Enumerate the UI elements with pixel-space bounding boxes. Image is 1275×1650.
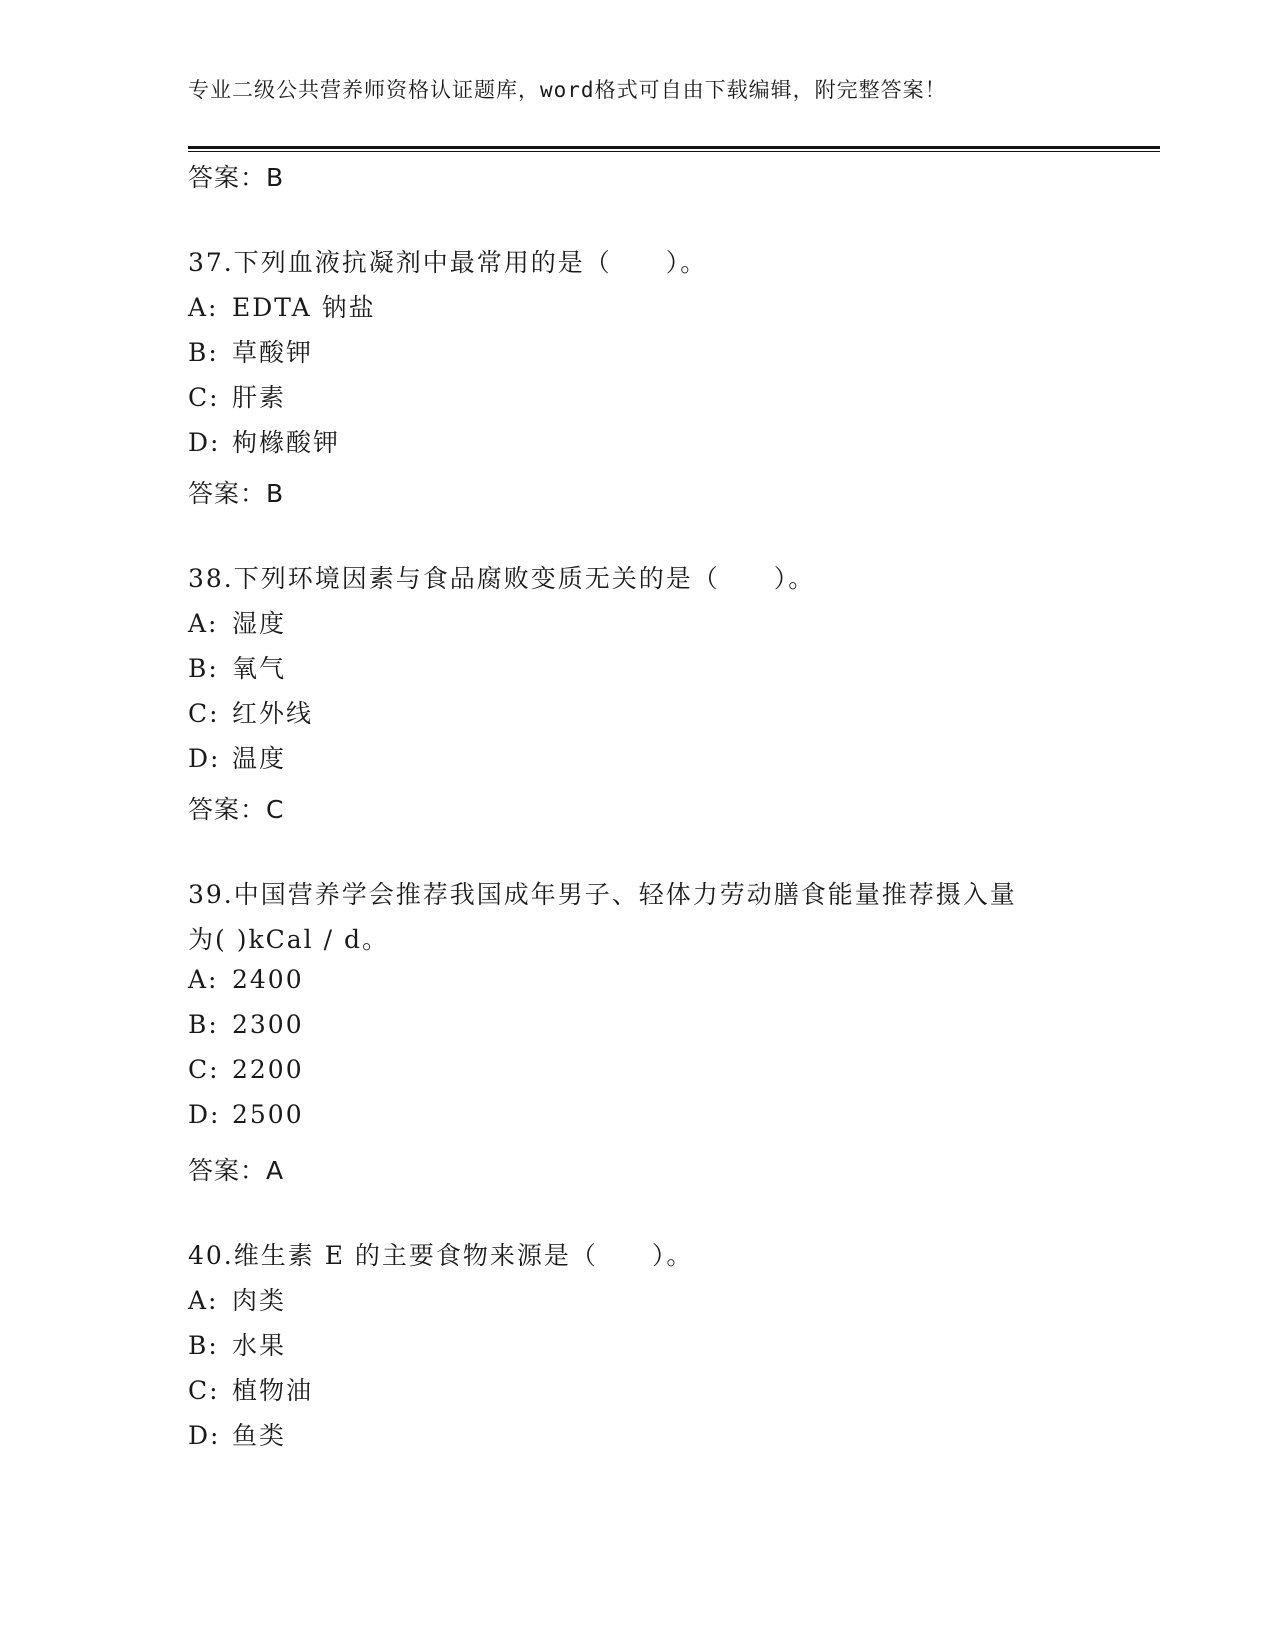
answer-text: 答案：B xyxy=(188,479,285,508)
question-stem: 39.中国营养学会推荐我国成年男子、轻体力劳动膳食能量推荐摄入量 xyxy=(188,880,1017,909)
option-c: C: 植物油 xyxy=(188,1376,314,1405)
option-b: B: 草酸钾 xyxy=(188,338,314,367)
question-stem: 37.下列血液抗凝剂中最常用的是（ ）。 xyxy=(188,248,708,277)
option-d: D: 鱼类 xyxy=(188,1421,287,1450)
answer-text: 答案：B xyxy=(188,163,285,192)
answer-text: 答案：A xyxy=(188,1156,285,1185)
option-a: A: 肉类 xyxy=(188,1286,287,1315)
option-b: B: 水果 xyxy=(188,1331,287,1360)
question-stem: 38.下列环境因素与食品腐败变质无关的是（ ）。 xyxy=(188,564,816,593)
option-d: D: 枸橼酸钾 xyxy=(188,428,341,457)
option-a: A: EDTA 钠盐 xyxy=(188,293,376,322)
question-stem-continued: 为( )kCal / d。 xyxy=(188,925,389,954)
option-d: D: 温度 xyxy=(188,744,287,773)
option-b: B: 氧气 xyxy=(188,654,287,683)
option-c: C: 肝素 xyxy=(188,383,287,412)
option-a: A: 湿度 xyxy=(188,609,287,638)
option-a: A: 2400 xyxy=(188,965,304,994)
question-stem: 40.维生素 E 的主要食物来源是（ ）。 xyxy=(188,1241,694,1270)
page-header: 专业二级公共营养师资格认证题库，word格式可自由下载编辑，附完整答案！ xyxy=(188,78,947,102)
header-divider-thick xyxy=(188,146,1160,149)
option-d: D: 2500 xyxy=(188,1100,304,1129)
option-c: C: 2200 xyxy=(188,1055,304,1084)
answer-text: 答案：C xyxy=(188,795,285,824)
option-b: B: 2300 xyxy=(188,1010,304,1039)
header-divider-thin xyxy=(188,151,1160,152)
option-c: C: 红外线 xyxy=(188,699,314,728)
